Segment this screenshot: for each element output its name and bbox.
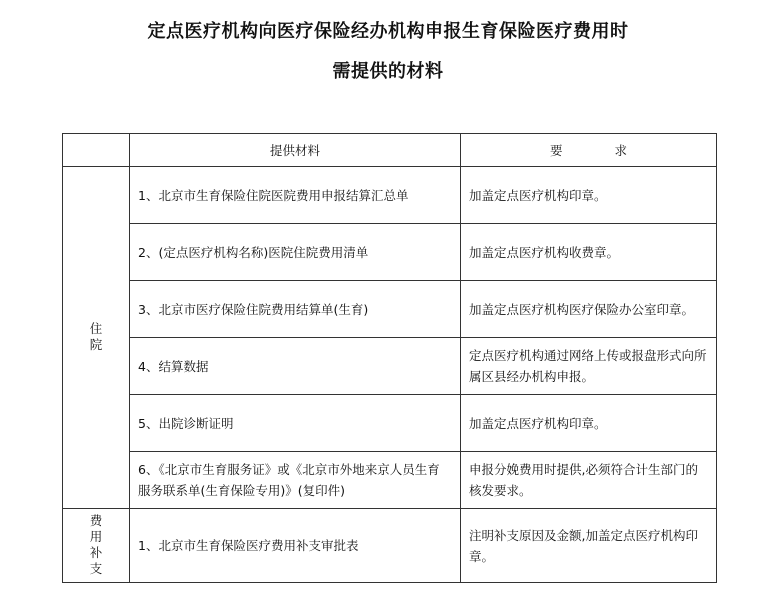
material-cell: 1、北京市生育保险医疗费用补支审批表: [130, 509, 461, 583]
page-title: 定点医疗机构向医疗保险经办机构申报生育保险医疗费用时: [147, 21, 629, 42]
material-cell: 1、北京市生育保险住院医院费用申报结算汇总单: [130, 167, 461, 224]
table-row: [63, 338, 717, 395]
category-label: 住院: [89, 320, 103, 352]
table-row: [63, 452, 717, 509]
header-category: [63, 134, 130, 167]
requirement-cell: 加盖定点医疗机构印章。: [461, 167, 717, 224]
header-materials: 提供材料: [130, 134, 461, 167]
requirement-cell: 加盖定点医疗机构收费章。: [461, 224, 717, 281]
page-subtitle: 需提供的材料: [332, 61, 444, 82]
table-row: [63, 281, 717, 338]
material-cell: 4、结算数据: [130, 338, 461, 395]
requirement-cell: 申报分娩费用时提供,必须符合计生部门的核发要求。: [461, 452, 717, 509]
table-row: [63, 224, 717, 281]
header-requirements: 要求: [549, 143, 679, 158]
table-header-row: [63, 134, 717, 167]
requirement-cell: 注明补支原因及金额,加盖定点医疗机构印章。: [461, 509, 717, 583]
requirement-cell: 加盖定点医疗机构印章。: [461, 395, 717, 452]
requirement-cell: 加盖定点医疗机构医疗保险办公室印章。: [461, 281, 717, 338]
materials-table: [62, 133, 717, 583]
requirement-cell: 定点医疗机构通过网络上传或报盘形式向所属区县经办机构申报。: [461, 338, 717, 395]
table-row: [63, 509, 717, 583]
material-cell: 3、北京市医疗保险住院费用结算单(生育): [130, 281, 461, 338]
table-row: [63, 395, 717, 452]
category-label: 费用补支: [89, 512, 103, 576]
table-row: [63, 167, 717, 224]
material-cell: 6、《北京市生育服务证》或《北京市外地来京人员生育服务联系单(生育保险专用)》(复印件): [130, 452, 461, 509]
material-cell: 5、出院诊断证明: [130, 395, 461, 452]
material-cell: 2、(定点医疗机构名称)医院住院费用清单: [130, 224, 461, 281]
category-cell-inpatient: [63, 167, 130, 509]
category-cell-supplement: [63, 509, 130, 583]
